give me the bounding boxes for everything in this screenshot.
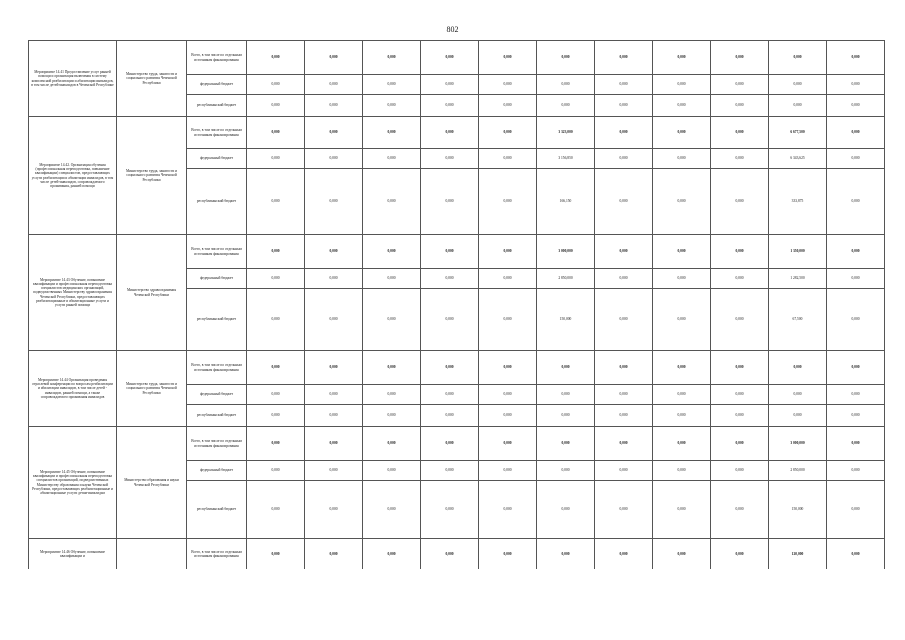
budget-table [28,40,885,569]
amount-cell: 0,000 [827,235,885,269]
amount-cell: 0,000 [363,95,421,117]
amount-cell: 0,000 [711,539,769,569]
amount-cell: 0,000 [363,385,421,405]
amount-cell: 0,000 [711,405,769,427]
executor-cell: Министерство труда, занятости и социального развития Чеченской Республики [117,41,187,117]
amount-cell: 0,000 [421,351,479,385]
amount-cell: 0,000 [305,149,363,169]
amount-cell: 0,000 [595,427,653,461]
amount-cell: 0,000 [537,95,595,117]
amount-cell: 0,000 [247,235,305,269]
amount-cell: 0,000 [305,481,363,539]
amount-cell: 0,000 [421,539,479,569]
amount-cell: 0,000 [479,269,537,289]
amount-cell: 0,000 [479,169,537,235]
amount-cell: 0,000 [479,405,537,427]
amount-cell: 0,000 [827,269,885,289]
amount-cell: 0,000 [305,235,363,269]
amount-cell: 0,000 [711,75,769,95]
amount-cell: 0,000 [479,95,537,117]
funding-source-cell: Всего, в том числе по отдельным источникам финансирования [187,539,247,569]
amount-cell: 0,000 [827,461,885,481]
amount-cell: 0,000 [363,149,421,169]
amount-cell: 0,000 [479,539,537,569]
funding-source-cell: Всего, в том числе по отдельным источникам финансирования [187,427,247,461]
amount-cell: 0,000 [247,289,305,351]
amount-cell: 0,000 [479,461,537,481]
amount-cell: 0,000 [827,481,885,539]
amount-cell: 3 323,000 [537,117,595,149]
amount-cell: 0,000 [247,269,305,289]
amount-cell: 0,000 [537,427,595,461]
amount-cell: 0,000 [595,117,653,149]
amount-cell: 0,000 [247,351,305,385]
amount-cell: 2 850,000 [769,461,827,481]
amount-cell: 0,000 [827,95,885,117]
amount-cell: 120,000 [769,539,827,569]
funding-source-cell: Всего, в том числе по отдельным источникам финансирования [187,351,247,385]
amount-cell: 0,000 [595,41,653,75]
amount-cell: 0,000 [827,41,885,75]
amount-cell: 0,000 [769,75,827,95]
amount-cell: 0,000 [595,169,653,235]
amount-cell: 0,000 [595,461,653,481]
amount-cell: 0,000 [827,117,885,149]
amount-cell: 0,000 [537,385,595,405]
amount-cell: 0,000 [363,481,421,539]
amount-cell: 0,000 [305,41,363,75]
amount-cell: 0,000 [827,539,885,569]
amount-cell: 0,000 [827,351,885,385]
amount-cell: 0,000 [247,539,305,569]
amount-cell: 0,000 [421,269,479,289]
amount-cell: 0,000 [305,117,363,149]
amount-cell: 0,000 [827,75,885,95]
amount-cell: 0,000 [479,289,537,351]
amount-cell: 0,000 [305,75,363,95]
amount-cell: 0,000 [595,405,653,427]
amount-cell: 0,000 [595,539,653,569]
amount-cell: 0,000 [421,481,479,539]
funding-source-cell: республиканский бюджет [187,481,247,539]
amount-cell: 0,000 [769,405,827,427]
measure-cell: Мероприятие 14.41 Предоставление услуг ранней помощи и организация включения в систему комплексной реабилитации и абилитации инвалидов, в том числе детей-инвалидов в Чеченской Республике [29,41,117,117]
amount-cell: 0,000 [421,41,479,75]
funding-source-cell: республиканский бюджет [187,405,247,427]
funding-source-cell: республиканский бюджет [187,169,247,235]
amount-cell: 0,000 [305,539,363,569]
amount-cell: 0,000 [247,95,305,117]
amount-cell: 0,000 [653,405,711,427]
amount-cell: 0,000 [711,481,769,539]
measure-cell: Мероприятие 14.45 Обучение, повышение квалификации и профессиональная переподготовка специалистов организаций, подведомственных Министерству образования и науки Чеченской Республики, предоставляющих реабилитационные и абилитационные услуги детям-инвалидам [29,427,117,539]
amount-cell: 0,000 [711,149,769,169]
amount-cell: 0,000 [769,95,827,117]
amount-cell: 0,000 [479,149,537,169]
amount-cell: 0,000 [711,117,769,149]
funding-source-cell: федеральный бюджет [187,269,247,289]
amount-cell: 150,000 [537,289,595,351]
funding-source-cell: Всего, в том числе по отдельным источникам финансирования [187,41,247,75]
amount-cell: 0,000 [653,75,711,95]
amount-cell: 0,000 [711,427,769,461]
amount-cell: 0,000 [711,235,769,269]
amount-cell: 3 156,850 [537,149,595,169]
table-row [29,539,885,569]
amount-cell: 0,000 [305,461,363,481]
amount-cell: 0,000 [421,169,479,235]
amount-cell: 0,000 [305,269,363,289]
amount-cell: 0,000 [653,269,711,289]
amount-cell: 0,000 [363,539,421,569]
amount-cell: 0,000 [479,481,537,539]
page-number: 802 [446,25,459,34]
amount-cell: 0,000 [711,351,769,385]
amount-cell: 0,000 [595,269,653,289]
amount-cell: 0,000 [247,75,305,95]
amount-cell: 0,000 [421,427,479,461]
executor-cell: Министерство труда, занятости и социального развития Чеченской Республики [117,351,187,427]
amount-cell: 0,000 [479,385,537,405]
amount-cell: 0,000 [595,149,653,169]
amount-cell: 67,500 [769,289,827,351]
amount-cell: 1 282,500 [769,269,827,289]
amount-cell: 0,000 [305,385,363,405]
amount-cell: 0,000 [305,289,363,351]
amount-cell: 0,000 [827,427,885,461]
funding-source-cell: республиканский бюджет [187,289,247,351]
amount-cell: 0,000 [653,95,711,117]
amount-cell: 0,000 [247,385,305,405]
amount-cell: 0,000 [653,169,711,235]
amount-cell: 0,000 [421,405,479,427]
amount-cell: 0,000 [479,41,537,75]
amount-cell: 0,000 [247,41,305,75]
amount-cell: 0,000 [653,351,711,385]
amount-cell: 1 350,000 [769,235,827,269]
amount-cell: 0,000 [305,169,363,235]
table-row [29,117,885,149]
table-row [29,235,885,269]
funding-source-cell: федеральный бюджет [187,75,247,95]
executor-cell: Министерство здравоохранения Чеченской Республики [117,235,187,351]
executor-cell: Министерство образования и науки Чеченской Республики [117,427,187,539]
table-row [29,427,885,461]
amount-cell: 0,000 [363,269,421,289]
amount-cell: 0,000 [305,427,363,461]
amount-cell: 0,000 [305,95,363,117]
amount-cell: 0,000 [247,405,305,427]
amount-cell: 0,000 [711,269,769,289]
amount-cell: 2 850,000 [537,269,595,289]
amount-cell: 0,000 [595,95,653,117]
amount-cell: 166,150 [537,169,595,235]
amount-cell: 0,000 [537,539,595,569]
amount-cell: 0,000 [421,385,479,405]
amount-cell: 0,000 [537,461,595,481]
amount-cell: 0,000 [595,289,653,351]
amount-cell: 0,000 [479,351,537,385]
amount-cell: 0,000 [247,149,305,169]
amount-cell: 0,000 [769,41,827,75]
amount-cell: 0,000 [363,169,421,235]
funding-source-cell: республиканский бюджет [187,95,247,117]
amount-cell: 3 000,000 [769,427,827,461]
amount-cell: 0,000 [595,481,653,539]
amount-cell: 0,000 [421,235,479,269]
amount-cell: 6 343,625 [769,149,827,169]
amount-cell: 0,000 [537,41,595,75]
amount-cell: 0,000 [247,117,305,149]
table-row [29,41,885,75]
amount-cell: 0,000 [247,481,305,539]
executor-cell: Министерство труда, занятости и социального развития Чеченской Республики [117,117,187,235]
measure-cell: Мероприятие 14.42. Организация обучения (профессиональная переподготовка, повышение квалификации) специалистов, предоставляющих услуги реабилитации и абилитации инвалидов, в том числе детей-инвалидов, сопровождаемого проживания, ранней помощи [29,117,117,235]
amount-cell: 0,000 [595,235,653,269]
amount-cell: 0,000 [421,95,479,117]
measure-cell: Мероприятие 14.43 Обучение, повышение квалификации и профессиональная переподготовка специалистов медицинских организаций, подведомственных Министерству здравоохранения Чеченской Республики, предоставляющих реабилитационные и абилитационные услуги и услуги ранней помощи [29,235,117,351]
amount-cell: 0,000 [479,235,537,269]
amount-cell: 0,000 [247,169,305,235]
amount-cell: 0,000 [827,169,885,235]
amount-cell: 0,000 [363,235,421,269]
amount-cell: 0,000 [827,289,885,351]
amount-cell: 0,000 [769,351,827,385]
amount-cell: 0,000 [653,427,711,461]
amount-cell: 0,000 [653,149,711,169]
amount-cell: 0,000 [827,385,885,405]
amount-cell: 0,000 [479,75,537,95]
amount-cell: 150,000 [769,481,827,539]
measure-cell: Мероприятие 14.44 Организация проведения отраслевой конференции по вопросам реабилитации и абилитации инвалидов, в том числе детей - инвалидов, ранней помощи, а также сопровождаемого проживания инвалидов [29,351,117,427]
amount-cell: 0,000 [653,235,711,269]
amount-cell: 0,000 [711,169,769,235]
amount-cell: 0,000 [711,41,769,75]
amount-cell: 0,000 [363,75,421,95]
amount-cell: 0,000 [363,289,421,351]
amount-cell: 0,000 [653,461,711,481]
amount-cell: 0,000 [827,405,885,427]
funding-source-cell: федеральный бюджет [187,385,247,405]
amount-cell: 0,000 [769,385,827,405]
amount-cell: 0,000 [363,427,421,461]
executor-cell [117,539,187,569]
measure-cell: Мероприятие 14.46 Обучение, повышение квалификации и [29,539,117,569]
funding-source-cell: федеральный бюджет [187,149,247,169]
amount-cell: 3 000,000 [537,235,595,269]
amount-cell: 0,000 [595,351,653,385]
amount-cell: 0,000 [537,481,595,539]
amount-cell: 333,875 [769,169,827,235]
amount-cell: 0,000 [305,351,363,385]
amount-cell: 0,000 [479,427,537,461]
amount-cell: 0,000 [421,289,479,351]
amount-cell: 0,000 [363,461,421,481]
funding-source-cell: Всего, в том числе по отдельным источникам финансирования [187,117,247,149]
amount-cell: 0,000 [363,41,421,75]
amount-cell: 0,000 [711,385,769,405]
amount-cell: 0,000 [653,385,711,405]
amount-cell: 0,000 [711,461,769,481]
amount-cell: 0,000 [421,461,479,481]
amount-cell: 0,000 [363,117,421,149]
amount-cell: 0,000 [653,481,711,539]
amount-cell: 0,000 [827,149,885,169]
amount-cell: 0,000 [537,351,595,385]
table-body [29,41,885,569]
amount-cell: 0,000 [421,75,479,95]
amount-cell: 0,000 [595,385,653,405]
amount-cell: 0,000 [711,95,769,117]
amount-cell: 0,000 [363,351,421,385]
amount-cell: 0,000 [653,539,711,569]
amount-cell: 0,000 [595,75,653,95]
amount-cell: 0,000 [537,75,595,95]
funding-source-cell: Всего, в том числе по отдельным источникам финансирования [187,235,247,269]
amount-cell: 0,000 [247,461,305,481]
amount-cell: 0,000 [653,41,711,75]
amount-cell: 0,000 [247,427,305,461]
amount-cell: 0,000 [305,405,363,427]
amount-cell: 0,000 [711,289,769,351]
amount-cell: 6 677,500 [769,117,827,149]
amount-cell: 0,000 [421,117,479,149]
amount-cell: 0,000 [421,149,479,169]
amount-cell: 0,000 [479,117,537,149]
amount-cell: 0,000 [537,405,595,427]
amount-cell: 0,000 [363,405,421,427]
funding-source-cell: федеральный бюджет [187,461,247,481]
amount-cell: 0,000 [653,117,711,149]
amount-cell: 0,000 [653,289,711,351]
table-row [29,351,885,385]
